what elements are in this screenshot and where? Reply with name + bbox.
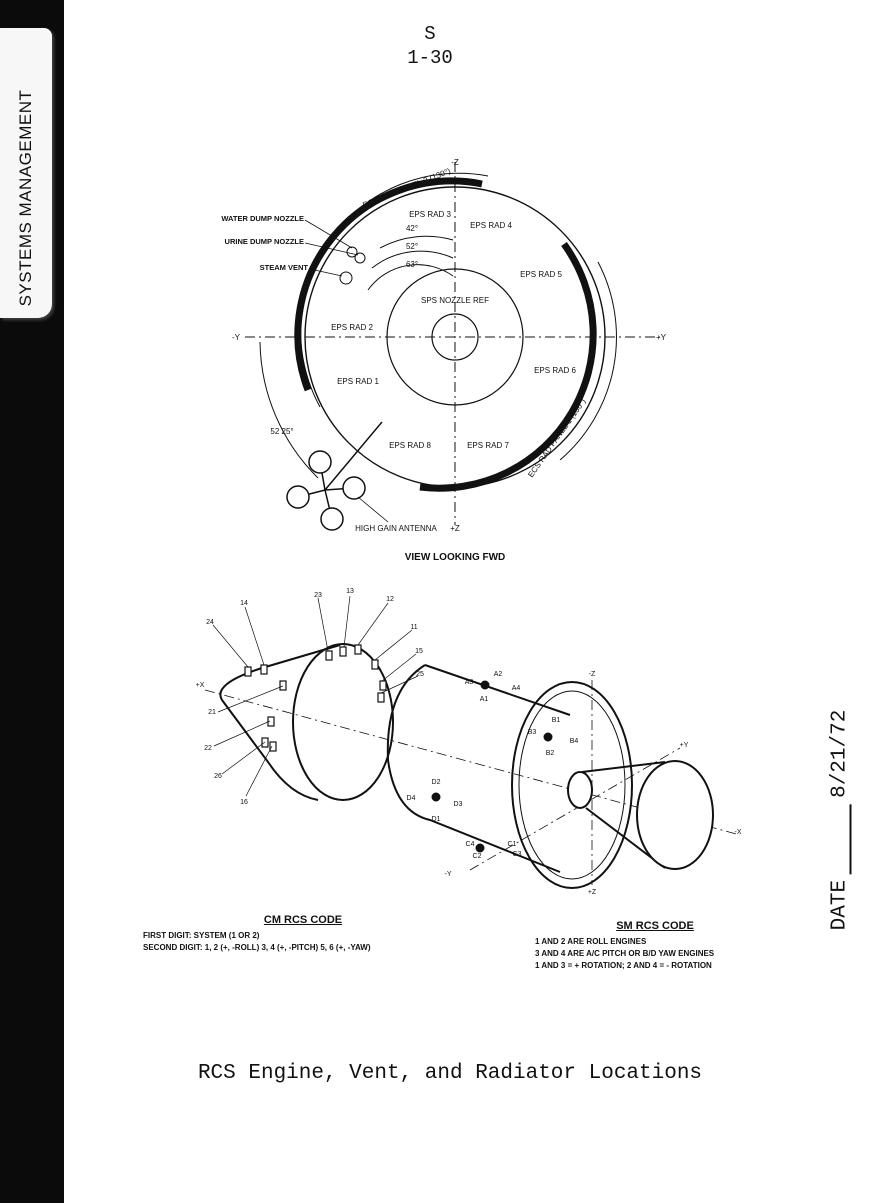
quad-c1: C1 <box>507 841 517 848</box>
quad-c4: C4 <box>465 841 475 848</box>
figure-caption: RCS Engine, Vent, and Radiator Locations <box>197 1062 703 1085</box>
engine-26: 26 <box>214 773 222 780</box>
engine-23: 23 <box>314 592 322 599</box>
urine-dump-label: URINE DUMP NOZZLE <box>224 237 304 246</box>
quad-b4: B4 <box>569 738 579 745</box>
steam-vent-icon <box>340 272 352 284</box>
ecs-panel-2-label: ECS RAD PANEL 2 (130°) <box>361 166 452 210</box>
date-value: 8/21/72 <box>828 709 852 798</box>
sm-axis-label-pos-y: +Y <box>679 742 689 749</box>
sm-axis-label-pos-z: +Z <box>587 889 597 896</box>
quad-b2: B2 <box>545 750 555 757</box>
ecs-panel-1-label: ECS RAD PANEL 1 (130°) <box>526 397 588 480</box>
quad-a4: A4 <box>511 685 521 692</box>
cm-code-line-1: FIRST DIGIT: SYSTEM (1 OR 2) <box>143 931 260 940</box>
sm-rcs-code-title: SM RCS CODE <box>616 920 694 932</box>
quad-a2: A2 <box>493 671 503 678</box>
section-letter: S <box>424 23 436 45</box>
quad-b3: B3 <box>527 729 537 736</box>
nozzle-throat-ring <box>568 772 592 808</box>
angle-52-label: 52° <box>405 242 419 251</box>
antenna-angle-label: 52 25° <box>270 427 294 436</box>
eps-rad-8-label: EPS RAD 8 <box>389 441 431 450</box>
water-dump-label: WATER DUMP NOZZLE <box>221 214 304 223</box>
engine-15: 15 <box>415 648 423 655</box>
sm-code-line-1: 1 AND 2 ARE ROLL ENGINES <box>535 937 647 946</box>
angle-42-label: 42° <box>405 224 419 233</box>
sm-rcs-code-block <box>535 920 775 972</box>
sm-code-line-2: 3 AND 4 ARE A/C PITCH OR B/D YAW ENGINES <box>535 949 715 958</box>
engine-11: 11 <box>410 624 418 631</box>
quad-d4: D4 <box>406 795 416 802</box>
eps-rad-4-label: EPS RAD 4 <box>470 221 512 230</box>
sps-nozzle-ref-label: SPS NOZZLE REF <box>420 296 490 305</box>
top-view-diagram <box>221 158 666 563</box>
eps-rad-3-label: EPS RAD 3 <box>409 210 451 219</box>
axis-label-pos-z: +Z <box>450 524 460 533</box>
cm-rcs-code-block <box>143 914 463 954</box>
engine-21: 21 <box>208 709 216 716</box>
quad-d3: D3 <box>453 801 463 808</box>
sm-code-line-3: 1 AND 3 = + ROTATION; 2 AND 4 = - ROTATION <box>535 961 712 970</box>
eps-rad-2-label: EPS RAD 2 <box>331 323 373 332</box>
high-gain-antenna-icon <box>287 422 382 530</box>
engine-22: 22 <box>204 745 212 752</box>
cm-leader-lines <box>213 596 418 796</box>
engine-14: 14 <box>240 600 248 607</box>
antenna-label: HIGH GAIN ANTENNA <box>355 524 437 533</box>
leader-antenna <box>358 497 388 522</box>
page-number: 1-30 <box>407 47 453 69</box>
engine-13: 13 <box>346 588 354 595</box>
engine-12: 12 <box>386 596 394 603</box>
sm-axis-label-neg-z: -Z <box>588 671 596 678</box>
section-tab-label: SYSTEMS MANAGEMENT <box>16 89 35 307</box>
quad-d2: D2 <box>431 779 441 786</box>
sm-axis-label-neg-y: -Y <box>444 871 452 878</box>
eps-rad-5-label: EPS RAD 5 <box>520 270 562 279</box>
quad-b1: B1 <box>551 717 561 724</box>
quad-c3: C3 <box>512 851 522 858</box>
angle-63-label: 63° <box>405 260 419 269</box>
date-label: DATE <box>828 879 852 931</box>
command-module-outline <box>220 645 340 800</box>
axis-label-neg-y: -Y <box>232 333 240 342</box>
cm-code-line-2: SECOND DIGIT: 1, 2 (+, -ROLL) 3, 4 (+, -PITCH) 5, 6 (+, -YAW) <box>143 943 371 952</box>
engine-16: 16 <box>240 799 248 806</box>
axis-label-pos-y: +Y <box>656 333 667 342</box>
engine-25: 25 <box>416 671 424 678</box>
panel-2-extent-arc <box>301 173 488 407</box>
quad-c2: C2 <box>472 853 482 860</box>
axis-label-neg-x: -X <box>734 829 742 836</box>
engine-24: 24 <box>206 619 214 626</box>
bottom-view-diagram <box>196 588 742 896</box>
quad-a3: A3 <box>464 679 474 686</box>
steam-vent-label: STEAM VENT <box>259 263 308 272</box>
eps-rad-6-label: EPS RAD 6 <box>534 366 576 375</box>
sps-nozzle-exit <box>637 761 713 869</box>
cm-thruster-icons <box>245 645 386 751</box>
eps-rad-1-label: EPS RAD 1 <box>337 377 379 386</box>
cm-rcs-code-title: CM RCS CODE <box>263 914 343 926</box>
eps-rad-7-label: EPS RAD 7 <box>467 441 509 450</box>
view-title: VIEW LOOKING FWD <box>404 552 506 563</box>
quad-d1: D1 <box>431 816 441 823</box>
axis-label-pos-x: +X <box>195 682 205 689</box>
axis-label-neg-z: -Z <box>451 158 459 167</box>
quad-a1: A1 <box>479 696 489 703</box>
